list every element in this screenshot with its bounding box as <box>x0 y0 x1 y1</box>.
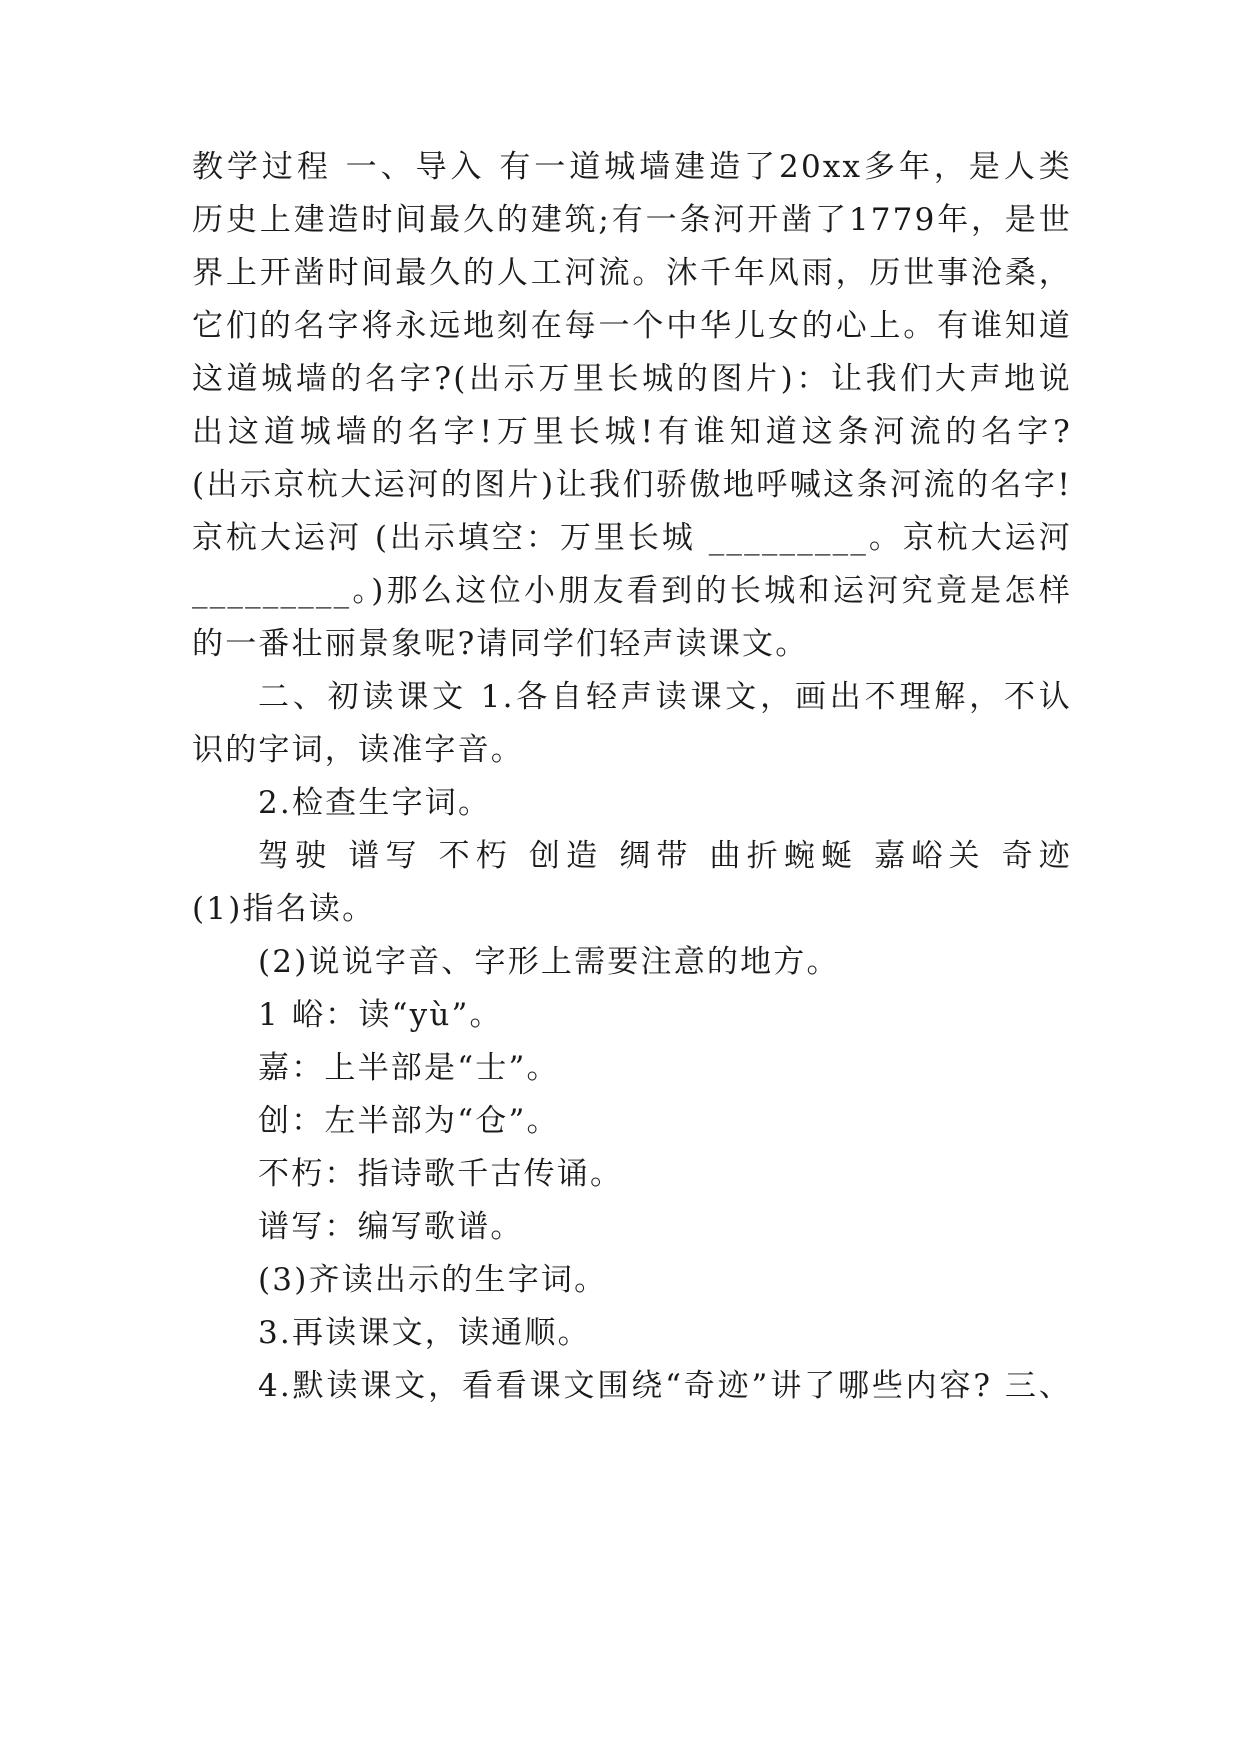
text-line-17: 1 峪：读“yù”。 <box>258 997 503 1033</box>
text-line-16: (2)说说字音、字形上需要注意的地方。 <box>258 944 840 980</box>
vocab-list: 驾驶 谱写 不朽 创造 绸带 曲折蜿蜒 嘉峪关 奇迹 <box>258 838 1072 874</box>
text-line-24: 4.默读课文，看看课文围绕“奇迹”讲了哪些内容? 三、 <box>258 1368 1072 1404</box>
text-line-2: 历史上建造时间最久的建筑;有一条河开凿了1779年，是世 <box>192 202 1072 238</box>
text-line-10: 的一番壮丽景象呢?请同学们轻声读课文。 <box>192 626 809 662</box>
text-line-23: 3.再读课文，读通顺。 <box>258 1315 591 1351</box>
text-line-4: 它们的名字将永远地刻在每一个中华儿女的心上。有谁知道 <box>192 308 1072 344</box>
text-line-15: (1)指名读。 <box>192 891 376 927</box>
text-line-6: 出这道城墙的名字!万里长城!有谁知道这条河流的名字? <box>192 414 1072 450</box>
text-line-1: 教学过程 一、导入 有一道城墙建造了20xx多年，是人类 <box>192 149 1072 185</box>
text-line-9: _________。)那么这位小朋友看到的长城和运河究竟是怎样 <box>192 573 1072 609</box>
text-line-18: 嘉：上半部是“士”。 <box>258 1050 560 1086</box>
text-line-3: 界上开凿时间最久的人工河流。沐千年风雨，历世事沧桑， <box>192 255 1072 291</box>
text-line-21: 谱写：编写歌谱。 <box>258 1209 524 1245</box>
text-line-13: 2.检查生字词。 <box>258 785 492 821</box>
text-line-11: 二、初读课文 1.各自轻声读课文，画出不理解，不认 <box>258 679 1072 715</box>
text-line-7: (出示京杭大运河的图片)让我们骄傲地呼喊这条河流的名字! <box>192 467 1072 503</box>
text-line-22: (3)齐读出示的生字词。 <box>258 1262 608 1298</box>
text-line-5: 这道城墙的名字?(出示万里长城的图片)：让我们大声地说 <box>192 361 1072 397</box>
text-line-12: 识的字词，读准字音。 <box>192 732 524 768</box>
text-line-8: 京杭大运河 (出示填空：万里长城 _________。京杭大运河 <box>192 520 1072 556</box>
text-line-19: 创：左半部为“仓”。 <box>258 1103 560 1139</box>
text-line-20: 不朽：指诗歌千古传诵。 <box>258 1156 624 1192</box>
